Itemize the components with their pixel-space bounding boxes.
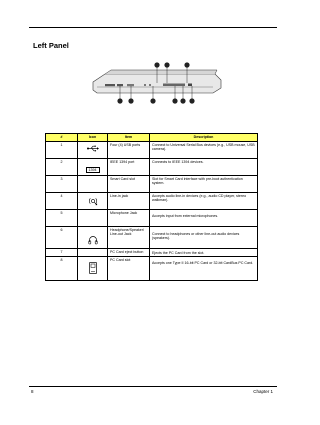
- table-row: [46, 209, 258, 226]
- top-rule: [29, 27, 277, 28]
- row-item: Microphone Jack: [108, 209, 150, 226]
- row-item: Headphone/Speaker/ Line-out Jack: [108, 226, 150, 248]
- row-icon-cell: [78, 226, 108, 248]
- row-num: 6: [46, 226, 78, 248]
- row-item: PC Card eject button: [108, 248, 150, 257]
- row-item: IEEE 1394 port: [108, 158, 150, 175]
- row-icon-cell: [78, 257, 108, 281]
- row-description: Ejects the PC Card from the slot.: [150, 248, 258, 257]
- row-icon-cell: [78, 141, 108, 158]
- table-row: [46, 192, 258, 209]
- row-icon-cell: [78, 248, 108, 257]
- row-description: Connect to headphones or other line-out audio devices (speakers).: [150, 226, 258, 248]
- headphone-icon: [88, 235, 98, 245]
- row-item: Four (4) USB ports: [108, 141, 150, 158]
- row-description: Slot for Smart Card interface with pre-boot authentication system.: [150, 175, 258, 192]
- ports-table: [45, 133, 258, 281]
- row-icon-cell: [78, 192, 108, 209]
- table-row: [46, 226, 258, 248]
- row-icon-cell: [78, 158, 108, 175]
- table-row: [46, 248, 258, 257]
- table-row: [46, 158, 258, 175]
- row-icon-cell: [78, 209, 108, 226]
- header-num: #: [46, 134, 78, 142]
- row-description: Connects to IEEE 1394 devices.: [150, 158, 258, 175]
- row-item: Line-in jack: [108, 192, 150, 209]
- row-num: 4: [46, 192, 78, 209]
- row-num: 7: [46, 248, 78, 257]
- row-num: 8: [46, 257, 78, 281]
- page-number: 8: [31, 389, 34, 394]
- row-description: Accepts audio line-in devices (e.g., audio CD player, stereo walkman).: [150, 192, 258, 209]
- chapter-label: Chapter 1: [253, 389, 273, 394]
- bottom-rule: [29, 386, 277, 387]
- header-description: Description: [150, 134, 258, 142]
- section-heading: Left Panel: [33, 41, 69, 50]
- row-description: Accepts input from external microphones.: [150, 209, 258, 226]
- header-icon: Icon: [78, 134, 108, 142]
- header-item: Item: [108, 134, 150, 142]
- line-in-icon: [88, 196, 98, 206]
- row-num: 5: [46, 209, 78, 226]
- usb-icon: [87, 145, 99, 152]
- ieee1394-icon: 1394: [86, 167, 100, 173]
- row-item: PC Card slot: [108, 257, 150, 281]
- row-item: Smart Card slot: [108, 175, 150, 192]
- row-num: 1: [46, 141, 78, 158]
- table-header-row: [46, 134, 258, 142]
- row-num: 3: [46, 175, 78, 192]
- laptop-left-panel-diagram: [75, 60, 225, 105]
- table-row: [46, 257, 258, 281]
- row-icon-cell: [78, 175, 108, 192]
- table-row: [46, 141, 258, 158]
- row-description: Connect to Universal Serial Bus devices (e.g., USB mouse, USB camera).: [150, 141, 258, 158]
- pc-card-icon: [89, 262, 97, 274]
- table-row: [46, 175, 258, 192]
- row-description: Accepts one Type II 16-bit PC Card or 32-bit CardBus PC Card.: [150, 257, 258, 281]
- row-num: 2: [46, 158, 78, 175]
